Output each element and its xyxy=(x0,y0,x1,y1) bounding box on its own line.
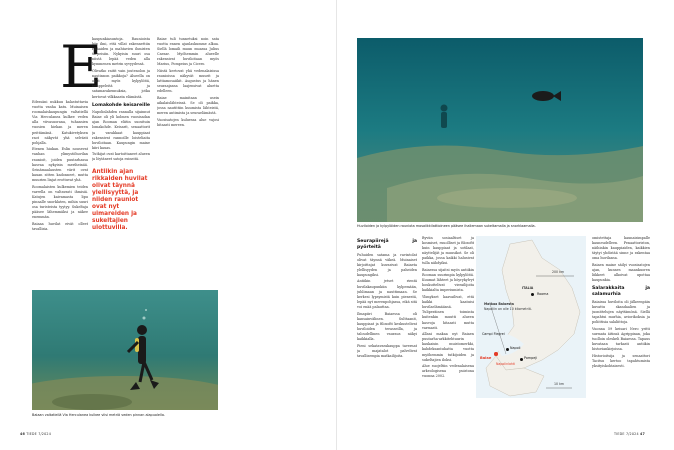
location-map xyxy=(476,236,586,398)
magazine-name: TIEDE xyxy=(614,432,625,436)
issue-number: 7/2024 xyxy=(625,432,639,436)
paragraph: Alue suojeltiin vedenalaisena arkeologisena puistona vuonna 2002. xyxy=(422,364,474,379)
paragraph: Edessäni nukkuu kalastuttavia vuotta vanha katu. Muinaisen roomalaiskaupungin valtatiellä Via Herculanea kulkee veden alla viivasuorana, tuhansien vuosien hiekan ja meren peittämänä. Katukivetyksen raot näkyvät yhä selvästi pohjalla. xyxy=(32,100,88,145)
campi-flegrei-label: Campi Flegrei xyxy=(482,332,505,336)
rome-label: Rooma xyxy=(537,292,549,296)
paragraph: Baiaaa huvilat eivät olleet tavallisia. xyxy=(32,221,88,231)
left-column-3 xyxy=(157,37,219,285)
pompeji-label: Pompeji xyxy=(524,356,538,360)
map-graphic xyxy=(476,236,586,398)
paragraph: kaupunkiasuntoja. Raunioista käy ilmi, että villat rakennettiin rikkaiden ja mahtavien ihmisten tarpeisiin. Nykyisin suuri osa niistä lepää veden alla kymmenen metrin syvyydessä. xyxy=(92,37,150,67)
paragraph: Vuosisatojen kuluessa alue vajosi hitaasti mereen. xyxy=(157,117,219,127)
scale-label-large: 200 km xyxy=(552,270,565,274)
paragraph: Etenen hiukan. Eslin nousevat vanhan ylimystöhuvilan raunioit, joiden puutarhassa kasvaa nykyisin meriheinää. Seinämaalausten värit ovat kauan sitten kadonneet, mutta muurien linjat erottuvat yhä. xyxy=(32,147,88,182)
napoli-label: Napoli xyxy=(510,346,521,350)
paragraph: Vuonna 59 keisari Nero yritti surmata äitinsä Agrippinan, joka tuolloin oleskeli Baiaessa. Tapaus kuvataan tarkasti antiikin historiankirjoissa. xyxy=(592,326,650,352)
right-column-3 xyxy=(592,236,650,422)
map-note-title: Matkaa Baiaesta xyxy=(484,302,514,306)
subheading: Salarakkaita ja salamurhia xyxy=(592,286,650,298)
paragraph: Baiae tuli tunnetuksi noin sata vuotta ennen ajanlaskumme alkua. Siellä lomaili muun muassa Julius Caesar. Myöhemmin alueelle rakensivat huviloitaan myös Marius, Pompeius ja Cicero. xyxy=(157,37,219,67)
top-photo-caption: Huviloiden ja kylpylöiden rauniota mosaiikkilattioineen pääsee ihailemaan sukeltamalla ja snorklaamalla. xyxy=(357,224,536,228)
paragraph: Ylimykset kaavailivat, että kaikki kaatuisi huvilaelämäänsä. Tuliperäinen toiminta kuitenkin muutti alueen kasvoja hitaasti mutta varmasti. xyxy=(422,295,474,330)
paragraph: Allani makaa nyt Baiaen puutarha-arkkitehtuurin kaukaisin muistomerkki, kahdeksantuhatta vuotta myöhemmin tutkijoiden ja sukeltajien iloksi. xyxy=(422,332,474,362)
diver-photo xyxy=(32,290,218,410)
paragraph: Baiaissa huviloita oli jälkeenpäin kuvattu skandaalien ja juonittelujen näyttämönä. Siellä tapahtui murhia, aviorikoksia ja poliittisia salaliittoja. xyxy=(592,299,650,325)
folio-left xyxy=(20,432,51,436)
paragraph: Niistä kertovat yhä vedenalaisissa raunioissa näkyvät muurit ja lattiamosaiikit. Augustus ja hänen seuraajansa laajensivat aluetta edelleen. xyxy=(157,69,219,94)
right-column-2 xyxy=(422,236,474,422)
left-column-2 xyxy=(92,37,150,285)
page-number: 47 xyxy=(640,432,646,436)
country-label: ITALIA xyxy=(522,286,534,290)
issue-number: 7/2024 xyxy=(38,432,52,436)
paragraph: Pieni sekatavarakauppa tavernat ja majatalot palvelivat tavallisempia matkailijoita. xyxy=(357,343,417,358)
gulf-label: Napolinlahti xyxy=(496,362,516,366)
photo-caption: Baiaan valtatiellä Via Herculanea kulkee viisi metriä veden pinnan alapuolella. xyxy=(32,413,166,417)
folio-right xyxy=(614,432,645,436)
left-column-1 xyxy=(32,100,88,284)
scale-label-small: 10 km xyxy=(554,382,565,386)
paragraph: Olivatko raitit vain joutenolon ja nautinnon paikkoja? Alueella on ollut myös kylpylöitä, temppeleitä ja satamarakennuksia, jotka kertovat vilkkaasta elämästä. xyxy=(92,69,150,99)
paragraph: Historioitsija ja senaattori Tacitus kertoo tapahtumista yksityiskohtaisesti. xyxy=(592,353,650,368)
magazine-name: TIEDE xyxy=(26,432,37,436)
paragraph: Ilmapiiri Baiaessa oli kansainvälinen. Sulttaanit, kauppiaat ja filosofit keskustelivat huviloiden terasseilla, ja taloudellinen vauraus näkyi kaikkialla. xyxy=(357,311,417,341)
paragraph: Antiikin jetset rientä huvilakaupunkiin kylpemään, juhlimaan ja nauttimaan. Se kerkesi lypsymistä kuin pienestä, lepää nyt merenpohjassa, eikä sitä voi enää palauttaa. xyxy=(357,279,417,309)
map-note-text: Napoliin on alle 10 kilometriä. xyxy=(484,307,532,311)
napoli-marker xyxy=(506,348,509,351)
pompeji-marker xyxy=(520,358,523,361)
mosaic-photo xyxy=(357,38,643,222)
right-column-1 xyxy=(357,236,417,422)
baiae-label: Baiae xyxy=(480,356,492,360)
paragraph: Baiae mainitaan usein aikalaislähteissä. Se oli paikka, jossa nautittiin kuumista lähteistä, meren antimista ja seuraelämästä. xyxy=(157,96,219,116)
paragraph: Napolinlahden rannalla sijainnut Baiae oli yli kolmen vuosisadan ajan Rooman eliitin suosituin lomakohde. Keisarit, senaattorit ja varakkaat kauppiaat rakensivat rannoille loisteliaita huviloitaan. Kaupungin maine kiiri kauas. xyxy=(92,110,150,150)
paragraph: Baiaessa sijaitsi myös antiikin Rooman suurimpia kylpylöitä. Kuumat lähteet ja höyrykylvyt houkuttelivat vierailijoita kaikkialta imperiumista. xyxy=(422,268,474,293)
pull-quote: Antiikin ajan rikkaiden huvilat olivat täynnä ylellisyyttä, ja niiden rauniot ovat nyt uimareiden ja sukeltajien ulottuvilla. xyxy=(92,168,148,231)
drop-cap: E xyxy=(60,33,103,101)
page-number: 46 xyxy=(20,432,25,436)
baiae-marker xyxy=(494,352,498,356)
mosaic-photo-illustration xyxy=(357,38,643,222)
paragraph: Tutkijat ovat kartoittaneet alueen ja löytäneet satoja esineitä. xyxy=(92,152,150,162)
paragraph: Byviin sosiaaltiset ja kosmiset, ruuolliset ja filosofit kuin kauppiaat ja sotilaat, näyttelijät ja muusikot. Se oli paikka, jossa kaikki halusivat tulla nähdyiksi. xyxy=(422,236,474,266)
rome-marker xyxy=(531,293,534,296)
paragraph: Roomalaisten kulkemien teiden varrella on valtavasti ihmisiä. Katujen kaivamasta lipu pinnalle snorklaten, mihin suuri osa turisteista tyytyy. Sukeltaja pääsee lähemmäksi ja näkee enemmän. xyxy=(32,184,88,220)
diver-photo-illustration xyxy=(32,290,218,410)
subheading: Lomakohde keisareille xyxy=(92,102,150,108)
subheading: Seurapiirejä ja pyörteitä xyxy=(357,239,417,250)
paragraph: omistettaja kaunaisimpalle kauneudelleen. Penaattoriston, näihinkin kauppiaiden, kaikkien täytyi yhdistää sinne ja rakentaa oma huvilansa. xyxy=(592,236,650,261)
paragraph: Baiaen maine säilyi vuosisatojen ajan, kunnes maankuoren liikkeet alkoivat upottaa kaupunkia. xyxy=(592,262,650,283)
diver-figure-background xyxy=(441,105,448,129)
paragraph: Puhuiden satama ja ravintolat olivat täynnä väkeä. Muinaiset kirjoittajat kuvasivat Baiaeta ylellisyyden ja paheiden kaupungiksi. xyxy=(357,252,417,277)
